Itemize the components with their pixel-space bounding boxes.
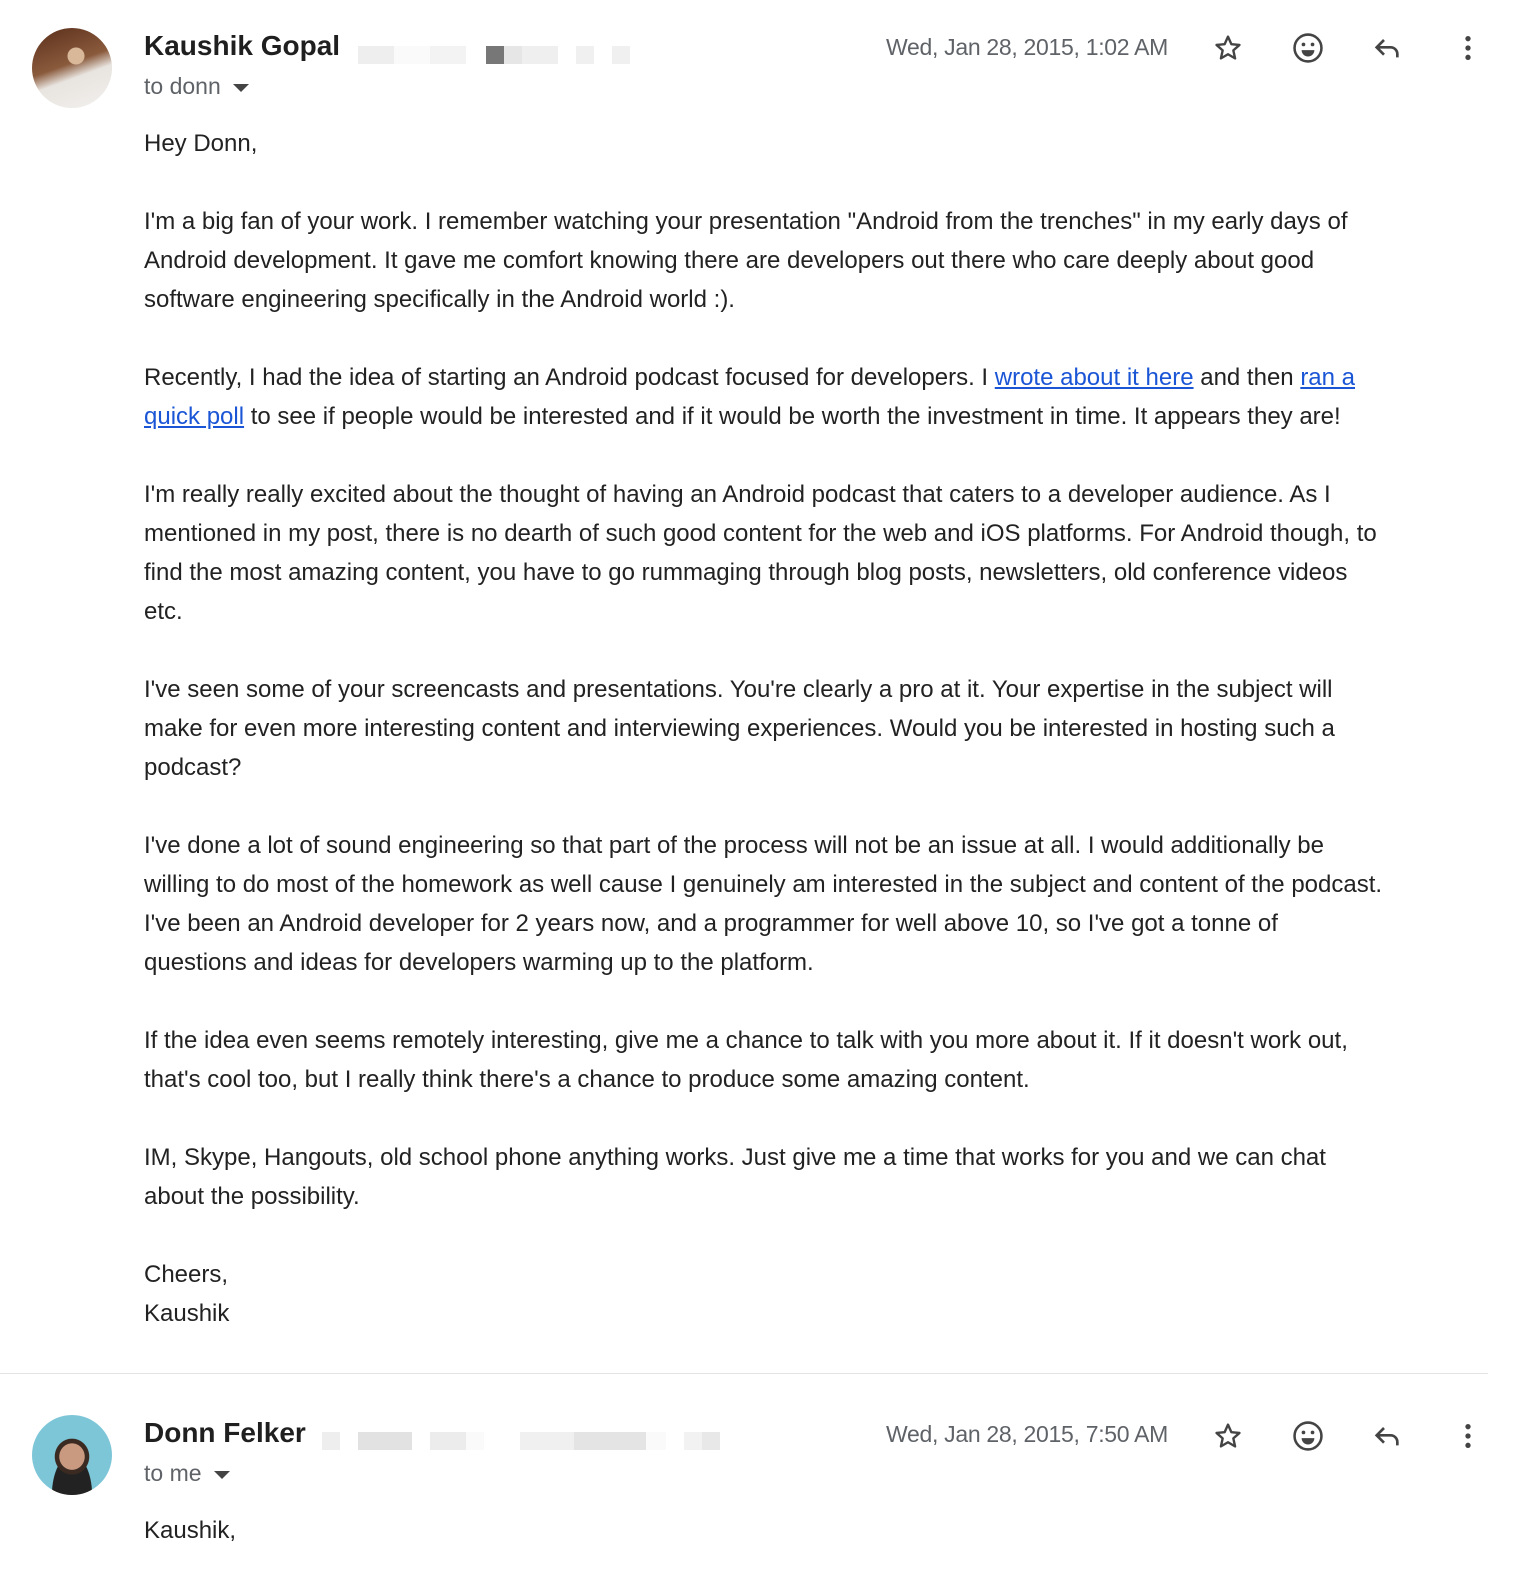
body-text: to see if people would be interested and if it would be worth the investment in time. It appears they are! xyxy=(244,403,1341,430)
body-paragraph xyxy=(144,670,1382,787)
body-line xyxy=(144,670,1382,709)
body-line xyxy=(144,397,1382,436)
redacted-email-address xyxy=(358,46,630,64)
body-text: Cheers, xyxy=(144,1261,229,1288)
body-text: Android development. It gave me comfort knowing there are developers out there who care deeply about good xyxy=(144,247,1315,274)
star-icon[interactable] xyxy=(1208,1416,1248,1456)
body-text: Recently, I had the idea of starting an Android podcast focused for developers. I xyxy=(144,364,995,391)
body-text: find the most amazing content, you have to go rummaging through blog posts, newsletters, old conference videos xyxy=(144,559,1348,586)
body-text: and then xyxy=(1193,364,1301,391)
body-line xyxy=(144,592,1382,631)
body-line xyxy=(144,202,1382,241)
body-text: etc. xyxy=(144,598,183,625)
recipient-dropdown[interactable] xyxy=(144,73,249,100)
body-line xyxy=(144,1021,1382,1060)
caret-down-icon xyxy=(214,1471,230,1479)
message-date: Wed, Jan 28, 2015, 7:50 AM xyxy=(885,1421,1168,1447)
body-paragraph xyxy=(144,1021,1382,1099)
body-paragraph xyxy=(144,358,1382,436)
body-paragraph xyxy=(144,1255,1382,1333)
body-line xyxy=(144,904,1382,943)
body-text: I've done a lot of sound engineering so that part of the process will not be an issue at all. I would additionally be xyxy=(144,832,1324,859)
body-text: Kaushik xyxy=(144,1300,230,1327)
body-line xyxy=(144,943,1382,982)
body-text: software engineering specifically in the Android world :). xyxy=(144,286,735,313)
body-text: Kaushik, xyxy=(144,1517,237,1544)
body-text: make for even more interesting content and interviewing experiences. Would you be interested in hosting such a xyxy=(144,715,1335,742)
body-line xyxy=(144,280,1382,319)
sender-avatar[interactable] xyxy=(32,1415,112,1495)
recipient-label: to donn xyxy=(144,73,221,99)
reply-icon[interactable] xyxy=(1368,28,1408,68)
sender-name[interactable]: Kaushik Gopal xyxy=(144,30,341,61)
caret-down-icon xyxy=(233,84,249,92)
body-text: I'm really really excited about the thought of having an Android podcast that caters to a developer audience. As I xyxy=(144,481,1331,508)
body-line xyxy=(144,514,1382,553)
emoji-icon[interactable] xyxy=(1288,1416,1328,1456)
body-line xyxy=(144,1177,1382,1216)
body-text: mentioned in my post, there is no dearth of such good content for the web and iOS platforms. For Android though, to xyxy=(144,520,1377,547)
body-text: I'm a big fan of your work. I remember watching your presentation "Android from the trenches" in my early days of xyxy=(144,208,1348,235)
more-vert-icon[interactable] xyxy=(1448,1416,1488,1456)
redacted-email-address xyxy=(322,1432,720,1450)
recipient-dropdown[interactable] xyxy=(144,1460,230,1487)
message-body xyxy=(144,1511,236,1589)
body-text: Hey Donn, xyxy=(144,130,258,157)
body-line xyxy=(144,1060,1382,1099)
body-paragraph xyxy=(144,1138,1382,1216)
body-line xyxy=(144,865,1382,904)
sender-name[interactable]: Donn Felker xyxy=(144,1417,306,1448)
body-text: I've seen some of your screencasts and presentations. You're clearly a pro at it. Your expertise in the subject will xyxy=(144,676,1333,703)
body-text: questions and ideas for developers warming up to the platform. xyxy=(144,949,814,976)
email-message-2 xyxy=(0,1374,1526,1556)
body-line xyxy=(144,241,1382,280)
reply-icon[interactable] xyxy=(1368,1416,1408,1456)
sender-avatar[interactable] xyxy=(32,28,112,108)
body-line xyxy=(144,748,1382,787)
star-icon[interactable] xyxy=(1208,28,1248,68)
body-text: about the possibility. xyxy=(144,1183,360,1210)
body-link[interactable]: quick poll xyxy=(144,403,245,430)
body-text: willing to do most of the homework as well cause I genuinely am interested in the subject and content of the podcast. xyxy=(144,871,1383,898)
body-line xyxy=(144,1294,1382,1333)
body-paragraph xyxy=(144,475,1382,631)
recipient-label: to me xyxy=(144,1460,202,1486)
body-paragraph xyxy=(144,124,1382,163)
body-text: If the idea even seems remotely interesting, give me a chance to talk with you more about it. If it doesn't work out, xyxy=(144,1027,1348,1054)
body-line xyxy=(144,709,1382,748)
body-line xyxy=(144,475,1382,514)
body-text: that's cool too, but I really think there's a chance to produce some amazing content. xyxy=(144,1066,1030,1093)
body-text: IM, Skype, Hangouts, old school phone anything works. Just give me a time that works for you and we can chat xyxy=(144,1144,1326,1171)
body-line xyxy=(144,358,1382,397)
body-paragraph xyxy=(144,826,1382,982)
more-vert-icon[interactable] xyxy=(1448,28,1488,68)
message-body xyxy=(144,124,1382,1372)
body-paragraph xyxy=(144,1511,236,1550)
body-paragraph xyxy=(144,202,1382,319)
body-link[interactable]: ran a xyxy=(1300,364,1356,391)
message-date: Wed, Jan 28, 2015, 1:02 AM xyxy=(885,34,1168,60)
body-line xyxy=(144,553,1382,592)
body-line xyxy=(144,124,1382,163)
body-line xyxy=(144,826,1382,865)
body-link[interactable]: wrote about it here xyxy=(994,364,1194,391)
body-line xyxy=(144,1511,236,1550)
body-line xyxy=(144,1138,1382,1177)
body-text: I've been an Android developer for 2 years now, and a programmer for well above 10, so I've got a tonne of xyxy=(144,910,1278,937)
body-line xyxy=(144,1255,1382,1294)
emoji-icon[interactable] xyxy=(1288,28,1328,68)
body-text: podcast? xyxy=(144,754,242,781)
